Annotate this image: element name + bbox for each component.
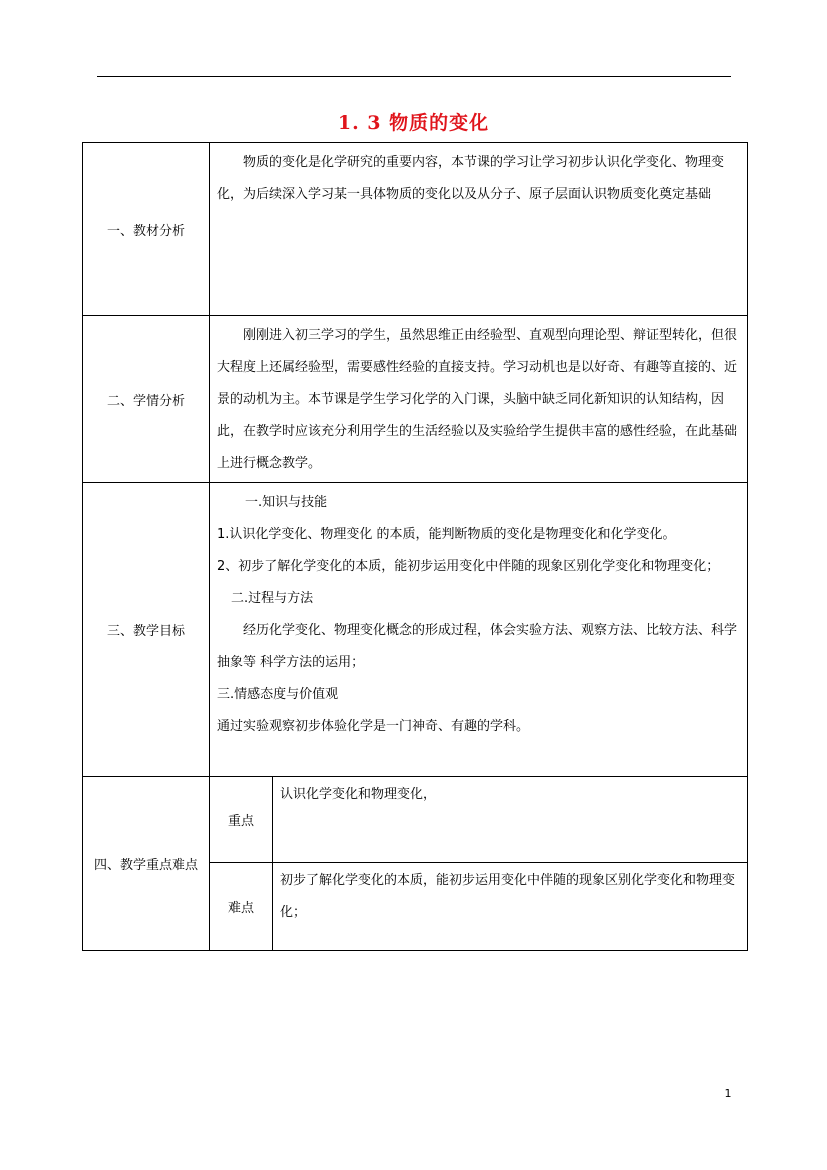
goals-item-2: 2、初步了解化学变化的本质，能初步运用变化中伴随的现象区别化学变化和物理变化；	[217, 559, 720, 574]
label-teaching-goals: 三、教学目标	[83, 483, 210, 777]
label-key-difficult-points: 四、教学重点难点	[83, 777, 210, 951]
label-textbook-analysis: 一、教材分析	[83, 143, 210, 316]
cell-key-point	[273, 777, 748, 863]
goals-item-1: 1.认识化学变化、物理变化 的本质，能判断物质的变化是物理变化和化学变化。	[217, 527, 676, 542]
cell-student-analysis	[210, 316, 748, 483]
page-number: 1	[724, 1087, 732, 1100]
goals-heading-attitude: 三.情感态度与价值观	[217, 687, 339, 702]
label-difficult-point: 难点	[210, 863, 273, 951]
document-title: 1. 3 物质的变化	[337, 112, 490, 134]
lesson-plan-table	[82, 142, 748, 951]
cell-difficult-point	[273, 863, 748, 951]
goals-heading-process: 二.过程与方法	[231, 591, 314, 606]
text-student-analysis: 刚刚进入初三学习的学生，虽然思维正由经验型、直观型向理论型、辩证型转化，但很大程度上还属经验型，需要感性经验的直接支持。学习动机也是以好奇、有趣等直接的、近景的动机为主。本节课是学生学习化学的入门课，头脑中缺乏同化新知识的认知结构，因此，在教学时应该充分利用学生的生活经验以及实验给学生提供丰富的感性经验，在此基础上进行概念教学。	[217, 328, 738, 471]
row-student-analysis	[83, 316, 748, 483]
cell-teaching-goals	[210, 483, 748, 777]
goals-item-3: 经历化学变化、物理变化概念的形成过程，体会实验方法、观察方法、比较方法、科学抽象等 科学方法的运用；	[217, 623, 738, 670]
row-key-points	[83, 777, 748, 863]
row-teaching-goals	[83, 483, 748, 777]
goals-content	[210, 483, 747, 743]
cell-textbook-analysis	[210, 143, 748, 316]
text-textbook-analysis: 物质的变化是化学研究的重要内容，本节课的学习让学习初步认识化学变化、物理变化，为后续深入学习某一具体物质的变化以及从分子、原子层面认识物质变化奠定基础	[217, 155, 725, 202]
text-difficult-point: 初步了解化学变化的本质，能初步运用变化中伴随的现象区别化学变化和物理变化；	[280, 873, 736, 920]
goals-heading-knowledge: 一.知识与技能	[245, 495, 328, 510]
header-rule	[97, 76, 731, 77]
label-student-analysis: 二、学情分析	[83, 316, 210, 483]
label-key-point: 重点	[210, 777, 273, 863]
goals-item-4: 通过实验观察初步体验化学是一门神奇、有趣的学科。	[217, 719, 530, 734]
text-key-point: 认识化学变化和物理变化，	[280, 787, 437, 802]
row-textbook-analysis	[83, 143, 748, 316]
